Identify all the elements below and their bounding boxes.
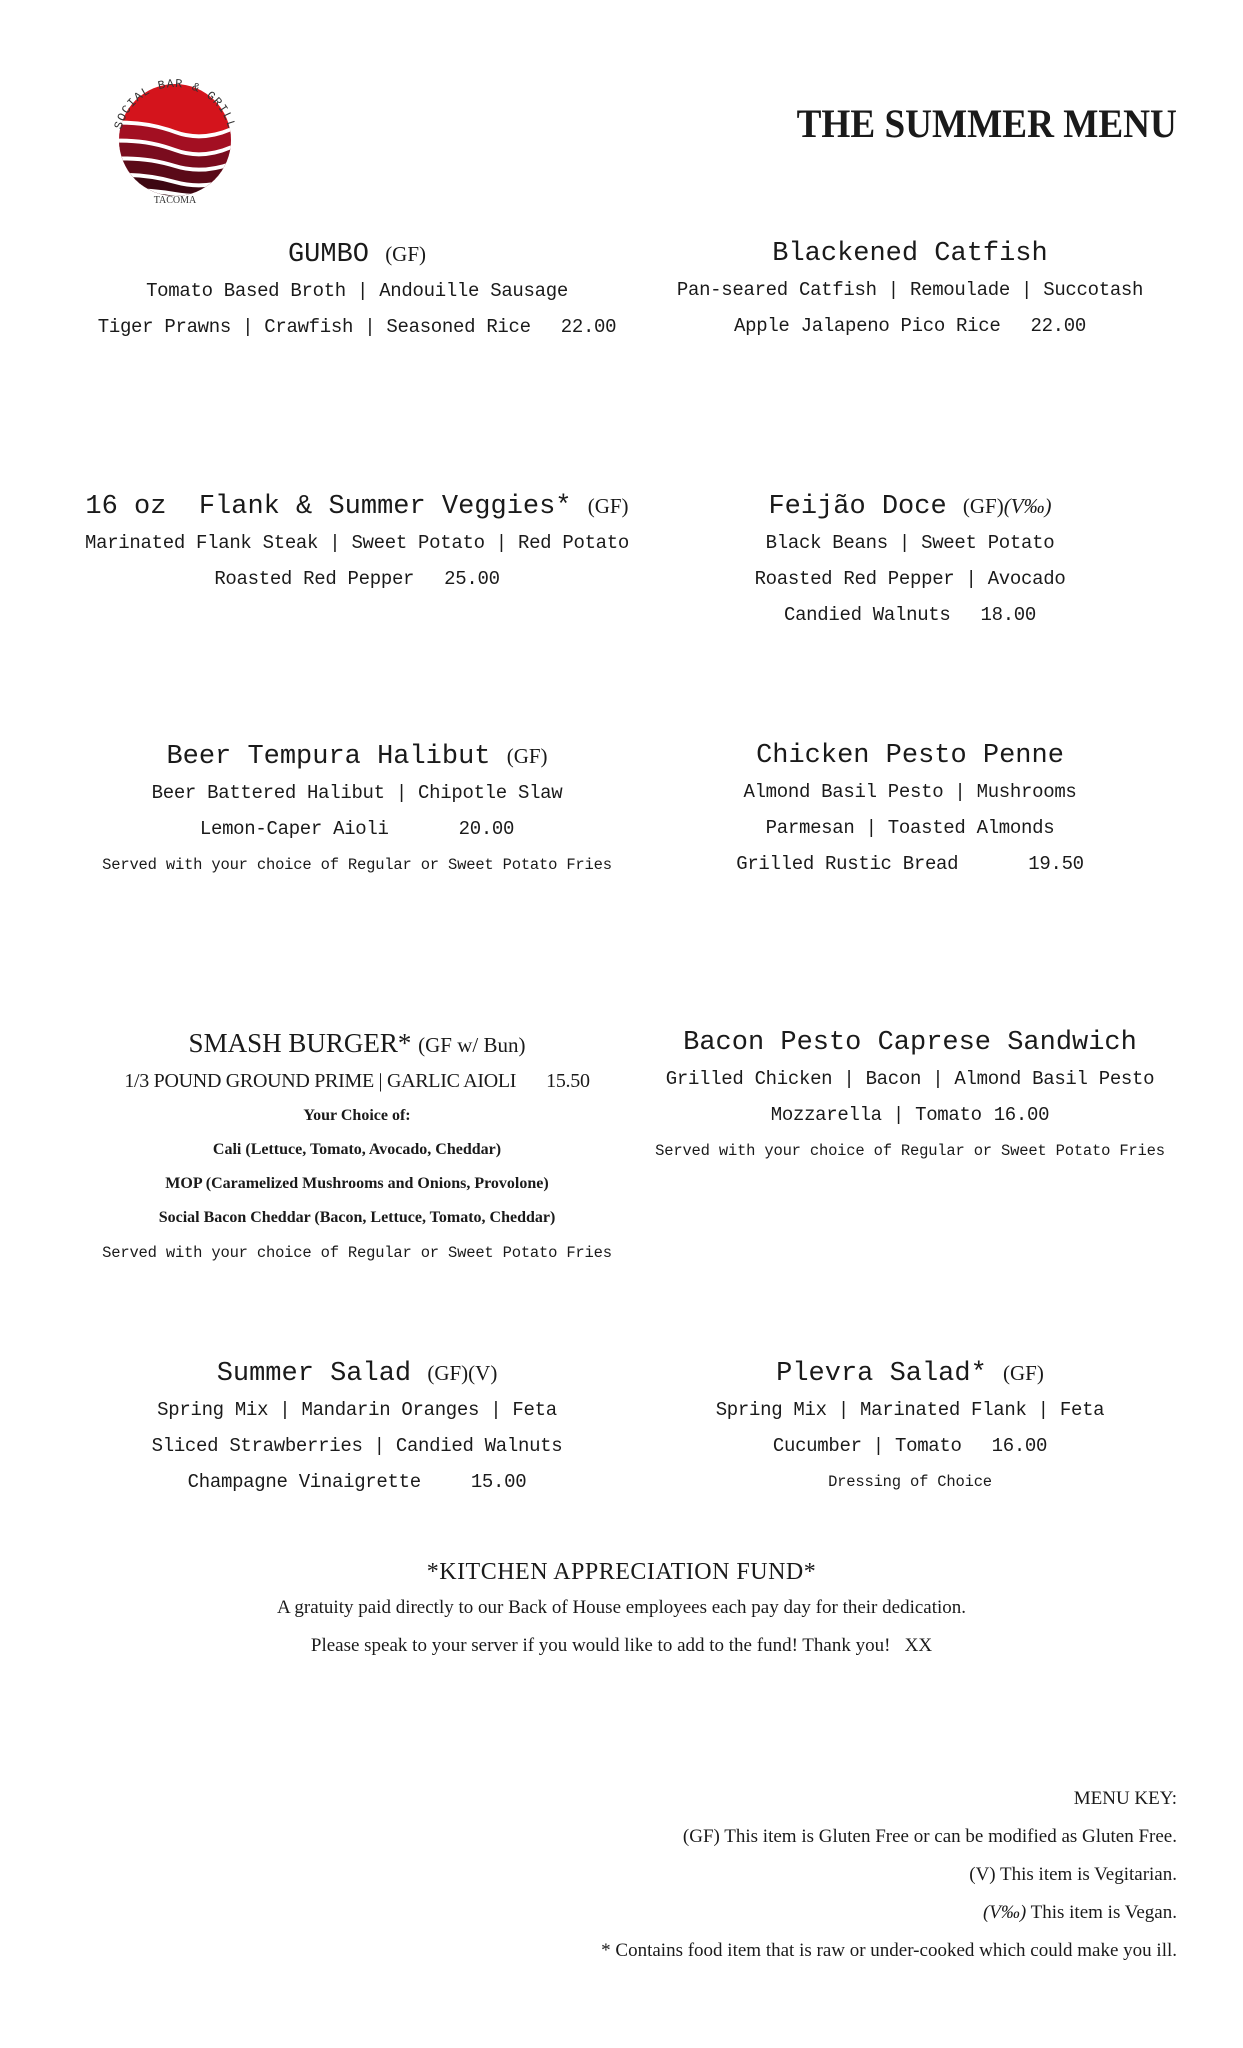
item-description: Champagne Vinaigrette — [187, 1471, 421, 1493]
menu-item-blackened-catfish — [630, 236, 1190, 344]
menu-item-feijao-doce — [630, 488, 1190, 633]
item-description: Pan-seared Catfish | Remoulade | Succotash — [676, 279, 1144, 301]
menu-item-smash-burger — [52, 1025, 662, 1271]
item-tags: (GF) — [1003, 1361, 1044, 1385]
item-name: Feijão Doce — [768, 492, 947, 522]
fund-text: Please speak to your server if you would like to add to the fund! Thank you! XX — [310, 1635, 933, 1656]
burger-choice: Social Bacon Cheddar (Bacon, Lettuce, Tomato, Cheddar) — [158, 1209, 556, 1226]
menu-item-bacon-pesto-caprese — [630, 1025, 1190, 1169]
item-description: Grilled Rustic Bread — [736, 853, 959, 875]
item-name: Beer Tempura Halibut — [166, 742, 491, 772]
menu-key-raw: * Contains food item that is raw or under-cooked which could make you ill. — [601, 1940, 1177, 1961]
logo-brand-text: SOCIAL BAR & GRILL — [111, 76, 239, 131]
vegan-tag: (V‰) — [1003, 494, 1052, 518]
item-description: Grilled Chicken | Bacon | Almond Basil Pesto — [665, 1068, 1155, 1090]
item-description: Spring Mix | Marinated Flank | Feta — [715, 1399, 1105, 1421]
item-note: Served with your choice of Regular or Sweet Potato Fries — [102, 1244, 612, 1262]
menu-key-vegetarian: (V) This item is Vegitarian. — [969, 1864, 1177, 1885]
item-note: Served with your choice of Regular or Sweet Potato Fries — [102, 856, 612, 874]
item-description: Tomato Based Broth | Andouille Sausage — [146, 280, 568, 302]
item-name: Blackened Catfish — [772, 239, 1048, 269]
logo-city-text: TACOMA — [153, 195, 197, 206]
item-description: Black Beans | Sweet Potato — [765, 532, 1055, 554]
item-price: 22.00 — [560, 316, 617, 338]
item-description: Almond Basil Pesto | Mushrooms — [743, 781, 1077, 803]
item-description: Mozzarella | Tomato — [770, 1104, 982, 1126]
fund-heading: *KITCHEN APPRECIATION FUND* — [426, 1559, 817, 1585]
item-tags: (GF) — [385, 242, 427, 266]
menu-item-gumbo — [52, 236, 662, 345]
item-price: 22.00 — [1030, 315, 1086, 337]
menu-key-vegan — [601, 1894, 1177, 1932]
item-name: Plevra Salad* — [776, 1359, 987, 1389]
vegan-text: This item is Vegan. — [1026, 1902, 1177, 1923]
item-name: Summer Salad — [216, 1359, 412, 1389]
item-description: 1/3 POUND GROUND PRIME | GARLIC AIOLI — [124, 1070, 517, 1092]
item-price: 19.50 — [1028, 853, 1084, 875]
item-description: Tiger Prawns | Crawfish | Seasoned Rice — [97, 316, 531, 338]
menu-item-chicken-pesto-penne — [630, 738, 1190, 882]
item-tags: (GF)(V) — [427, 1361, 498, 1385]
item-price: 20.00 — [458, 818, 515, 840]
item-description: Apple Jalapeno Pico Rice — [734, 315, 1001, 337]
item-name: GUMBO — [287, 240, 369, 270]
menu-item-summer-salad — [52, 1355, 662, 1500]
item-name: Bacon Pesto Caprese Sandwich — [683, 1028, 1137, 1058]
item-description: Parmesan | Toasted Almonds — [765, 817, 1055, 839]
item-tags: (GF) — [962, 494, 1004, 518]
item-description: Cucumber | Tomato — [772, 1435, 962, 1457]
item-description: Sliced Strawberries | Candied Walnuts — [151, 1435, 563, 1457]
item-name: Chicken Pesto Penne — [756, 741, 1064, 771]
item-price: 25.00 — [444, 568, 500, 590]
menu-key-heading: MENU KEY: — [1073, 1788, 1177, 1809]
menu-key-gf: (GF) This item is Gluten Free or can be modified as Gluten Free. — [682, 1826, 1177, 1847]
item-price: 16.00 — [993, 1104, 1050, 1126]
item-note: Served with your choice of Regular or Sweet Potato Fries — [655, 1142, 1165, 1160]
item-description: Marinated Flank Steak | Sweet Potato | Red Potato — [85, 532, 629, 554]
item-description: Spring Mix | Mandarin Oranges | Feta — [157, 1399, 557, 1421]
restaurant-logo — [100, 62, 250, 212]
burger-choice: Cali (Lettuce, Tomato, Avocado, Cheddar) — [212, 1141, 502, 1158]
item-price: 18.00 — [980, 604, 1037, 626]
item-note: Dressing of Choice — [828, 1473, 992, 1491]
menu-item-plevra-salad — [630, 1355, 1190, 1500]
item-description: Lemon-Caper Aioli — [199, 818, 389, 840]
sunset-waves-icon — [100, 62, 250, 212]
item-price: 15.00 — [470, 1471, 527, 1493]
item-tags: (GF w/ Bun) — [418, 1033, 526, 1057]
page-title: THE SUMMER MENU — [796, 101, 1177, 146]
vegan-symbol: (V‰) — [982, 1902, 1027, 1923]
item-price: 16.00 — [991, 1435, 1048, 1457]
item-description: Roasted Red Pepper — [214, 568, 415, 590]
item-price: 15.50 — [546, 1070, 590, 1092]
item-name: 16 oz Flank & Summer Veggies* — [85, 492, 572, 522]
item-tags: (GF) — [506, 744, 548, 768]
choice-heading: Your Choice of: — [303, 1107, 411, 1124]
menu-item-flank-steak — [52, 488, 662, 597]
item-description: Roasted Red Pepper | Avocado — [754, 568, 1066, 590]
item-tags: (GF) — [587, 494, 629, 518]
item-description: Beer Battered Halibut | Chipotle Slaw — [151, 782, 563, 804]
item-name: SMASH BURGER* — [188, 1028, 412, 1058]
burger-choice: MOP (Caramelized Mushrooms and Onions, Provolone) — [165, 1175, 549, 1192]
fund-text: A gratuity paid directly to our Back of House employees each pay day for their dedication. — [276, 1597, 967, 1618]
menu-key — [601, 1780, 1177, 1970]
kitchen-fund-section — [0, 1555, 1243, 1665]
menu-item-beer-tempura-halibut — [52, 738, 662, 883]
item-description: Candied Walnuts — [783, 604, 951, 626]
